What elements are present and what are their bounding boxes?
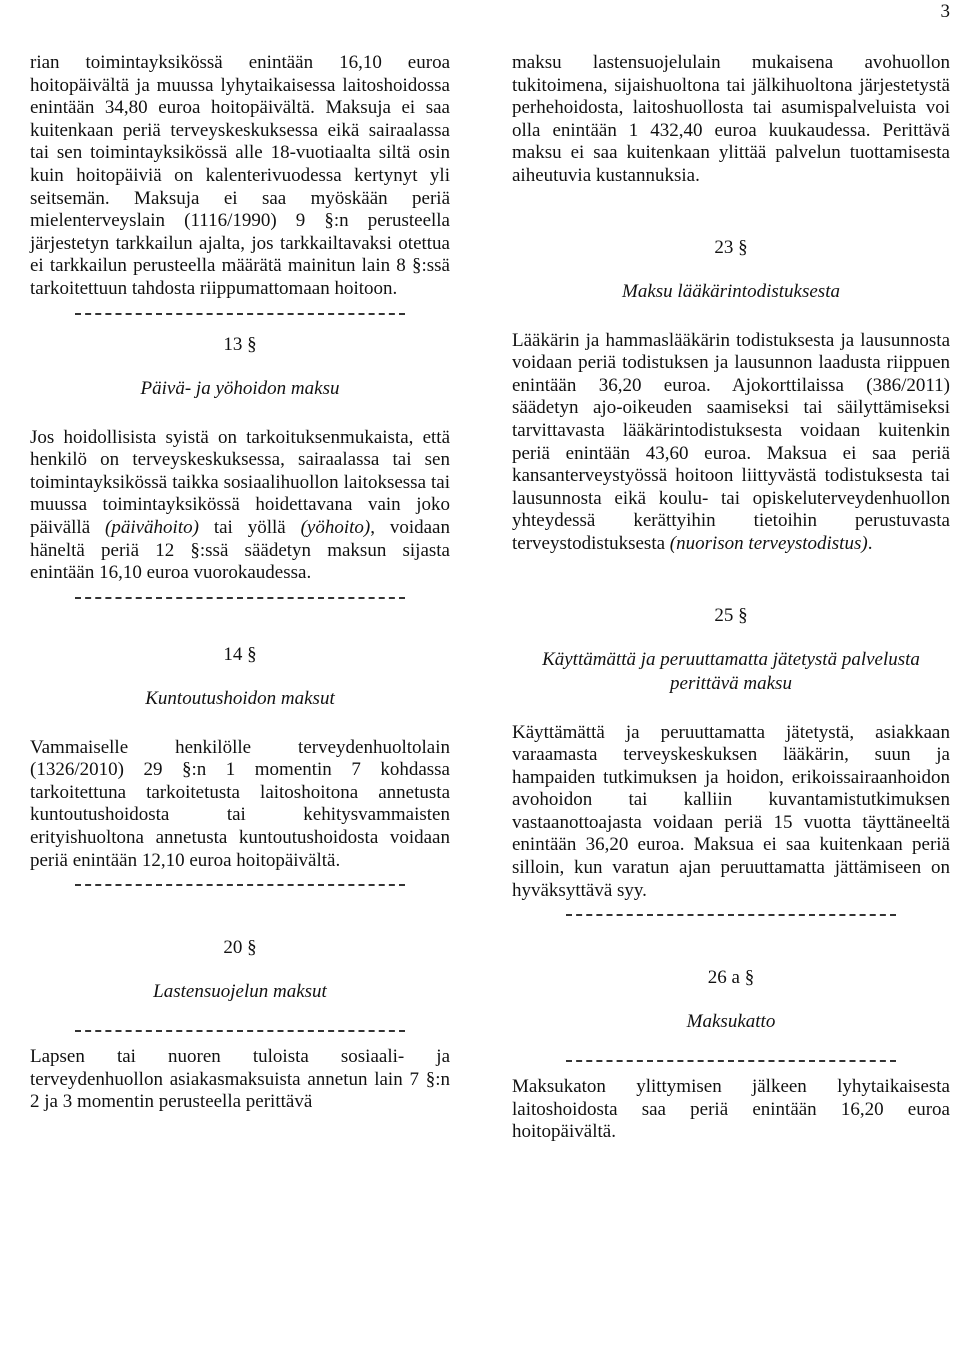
section-25 [512,604,950,903]
section-title: Käyttämättä ja peruuttamatta jätetystä palvelusta perittävä maksu [542,648,920,694]
section-number: 14 § [223,643,257,665]
section-number: 20 § [223,937,257,959]
section-text: Jos hoidollisista syistä on tarkoituksenmukaista, että henkilö on terveyskeskuksessa, sairaalassa tai sen toimintayksikössä taikka sosiaalihuollon laitoksessa tai muussa toimintayksikössä hoidettavana vain joko päivällä (päivähoito) tai yöllä (yöhoito), voidaan häneltä periä 12 §:ssä säädetyn maksun sijasta enintään 16,10 euroa vuorokaudessa. [30,426,450,584]
intro-paragraph: rian toimintayksikössä enintään 16,10 euroa hoitopäivältä ja muussa lyhytaikaisessa laitoshoidossa enintään 34,80 euroa hoitopäivältä. Maksuja ei saa kuitenkaan periä terveyskeskuksessa eikä sairaalassa tai sen toimintayksikössä alle 18-vuotiaalta siltä osin kuin hoitopäiviä on kalenterivuodessa kertynyt yli seitsemän. Maksuja ei saa myöskään periä mielenterveyslain (1116/1990) 9 §:n perusteella järjestetyn tarkkailun ajalta, jos tarkkailtavaksi otettua ei tarkkailun perusteella määrätä mainitun lain 8 §:ssä tarkoitettuun tahdosta riippumattomaan hoitoon. [30,52,450,299]
section-26a [512,966,950,1144]
section-separator [75,597,405,599]
section-text: Lääkärin ja hammaslääkärin todistuksesta ja lausunnosta voidaan periä todistuksen ja lausunnon laadusta riippuen enintään 36,20 euroa. Ajokorttilaissa (386/2011) säädetyn ajo-oikeuden saamiseksi tai säilyttämiseksi tarvittavasta lääkärintodistuksesta voidaan kuitenkin periä enintään 43,60 euroa. Maksua ei saa periä kansanterveystyössä hoitoon liittyvästä todistuksesta tai lausunnosta eikä koulu- tai opiskeluterveydenhuollon yhteydessä kerättyihin tietoihin perustuvasta terveystodistuksesta (nuorison terveystodistus). [512,329,950,554]
section-separator [75,313,405,315]
section-number: 13 § [223,333,257,355]
section-text: Lapsen tai nuoren tuloista sosiaali- ja terveydenhuollon asiakasmaksuista annetun lain 7 §:n 2 ja 3 momentin perusteella perittävä [30,1046,450,1113]
section-text: Vammaiselle henkilölle terveydenhuoltolain (1326/2010) 29 §:n 1 momentin 7 kohdassa tarkoitettuna tarkoitetusta laitoshoitona annetusta kuntoutushoidosta tai kehitysvammaisten erityishuoltona annetusta kuntoutushoidosta voidaan periä enintään 12,10 euroa hoitopäivältä. [30,736,450,871]
section-20 [30,936,450,1114]
right-column [512,52,950,1144]
section-title: Päivä- ja yöhoidon maksu [140,377,340,399]
left-column [30,52,450,1114]
section-number: 25 § [714,604,748,626]
page-number: 3 [940,1,950,22]
section-title: Kuntoutushoidon maksut [145,687,335,709]
section-title: Maksukatto [686,1011,776,1033]
section-14 [30,643,450,873]
section-text: Käyttämättä ja peruuttamatta jätetystä, asiakkaan varaamasta terveyskeskuksen lääkärin, suun ja hampaiden tutkimuksen ja hoidon, erikoissairaanhoidon avohoidon tai kalliin kuvantamistutkimuksen vastaanottoajasta voidaan periä 15 vuotta täyttäneeltä enintään 36,20 euroa. Maksua ei saa kuitenkaan periä silloin, kun varatun ajan peruuttamatta jättämiseen on hyväksyttävä syy. [512,721,950,901]
section-separator [566,914,896,916]
section-13 [30,333,450,585]
intro-paragraph: maksu lastensuojelulain mukaisena avohuollon tukitoimena, sijaishuoltona tai jälkihuoltona järjestetystä perhehoidosta, laitoshuollosta tai asumispalveluista voi olla enintään 1 432,40 euroa kuukaudessa. Perittävä maksu ei saa kuitenkaan ylittää palvelun tuottamisesta aiheutuvia kustannuksia. [512,52,950,186]
section-separator [75,1030,405,1032]
section-number: 26 a § [707,967,755,989]
section-title: Maksu lääkärintodistuksesta [622,280,840,302]
section-23 [512,236,950,556]
section-separator [566,1060,896,1062]
section-separator [75,884,405,886]
section-number: 23 § [714,236,748,258]
section-title: Lastensuojelun maksut [153,981,327,1003]
section-text: Maksukaton ylittymisen jälkeen lyhytaikaisesta laitoshoidosta saa periä enintään 16,20 euroa hoitopäivältä. [512,1076,950,1143]
